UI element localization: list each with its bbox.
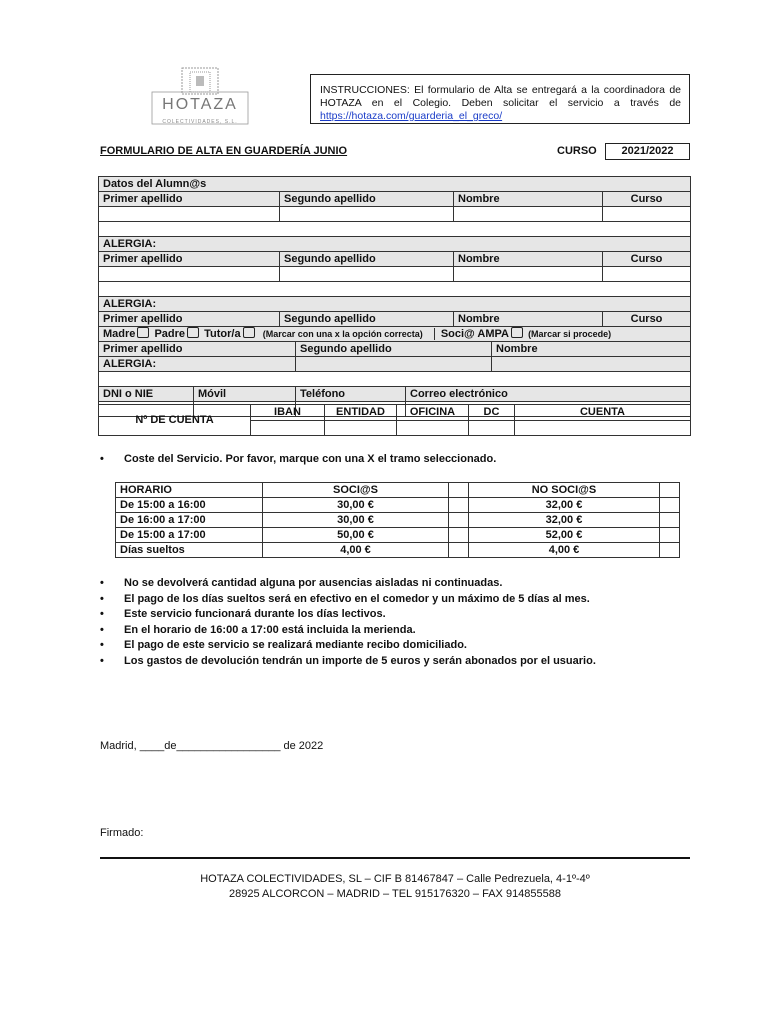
condition-item: • Los gastos de devolución tendrán un importe de 5 euros y serán abonados por el usuario.	[100, 654, 700, 670]
header-email: Correo electrónico	[406, 387, 691, 402]
rates-header-horario: HORARIO	[116, 483, 263, 498]
rate-row-1-no-socios-checkbox[interactable]	[660, 498, 680, 513]
student3-header-name: Nombre	[454, 312, 603, 327]
padre-label: Padre	[154, 328, 186, 340]
rate-row-2-socios-checkbox[interactable]	[449, 513, 469, 528]
account-header-oficina: OFICINA	[397, 405, 469, 421]
instructions-link[interactable]: https://hotaza.com/guarderia_el_greco/	[320, 110, 503, 122]
rate-row-4-socios: 4,00 €	[263, 543, 449, 558]
student2-header-course: Curso	[603, 252, 691, 267]
rate-row-2-no-socios-checkbox[interactable]	[660, 513, 680, 528]
student1-allergy-label: ALERGIA:	[99, 237, 691, 252]
student1-second-surname-field[interactable]	[280, 207, 454, 222]
madre-label: Madre	[103, 328, 136, 340]
rate-row-2-horario: De 16:00 a 17:00	[116, 513, 263, 528]
rates-table	[115, 482, 680, 558]
curso-label: CURSO	[557, 145, 597, 157]
student1-header-name: Nombre	[454, 192, 603, 207]
rates-header-no-socios: NO SOCI@S	[469, 483, 660, 498]
guardian-first-surname-field[interactable]	[99, 357, 296, 372]
condition-item: • El pago de los días sueltos será en efectivo en el comedor y un máximo de 5 días al mes.	[100, 592, 700, 608]
guardian-name-field[interactable]	[492, 357, 691, 372]
rate-row-1-horario: De 15:00 a 16:00	[116, 498, 263, 513]
students-section-title: Datos del Alumn@s	[99, 177, 691, 192]
condition-item: • En el horario de 16:00 a 17:00 está incluida la merienda.	[100, 623, 700, 639]
student1-header-second-surname: Segundo apellido	[280, 192, 454, 207]
oficina-field[interactable]	[397, 420, 469, 436]
student1-header-first-surname: Primer apellido	[99, 192, 280, 207]
rate-row-3-socios-checkbox[interactable]	[449, 528, 469, 543]
ampa-label: Soci@ AMPA	[434, 328, 509, 340]
student2-header-name: Nombre	[454, 252, 603, 267]
rate-row-2-no-socios: 32,00 €	[469, 513, 660, 528]
header-telefono: Teléfono	[296, 387, 406, 402]
student1-header-course: Curso	[603, 192, 691, 207]
student2-name-field[interactable]	[454, 267, 603, 282]
rate-row-4-no-socios: 4,00 €	[469, 543, 660, 558]
rate-row-1-socios: 30,00 €	[263, 498, 449, 513]
rate-row-3-no-socios: 52,00 €	[469, 528, 660, 543]
cuenta-field[interactable]	[515, 420, 691, 436]
ampa-note: (Marcar si procede)	[528, 329, 612, 339]
tutor-checkbox[interactable]	[243, 327, 255, 338]
student3-allergy-label: ALERGIA:	[99, 357, 691, 372]
student2-second-surname-field[interactable]	[280, 267, 454, 282]
hotaza-logo	[150, 66, 250, 128]
iban-field[interactable]	[251, 420, 325, 436]
header-movil: Móvil	[194, 387, 296, 402]
student2-header-second-surname: Segundo apellido	[280, 252, 454, 267]
condition-item: • Este servicio funcionará durante los días lectivos.	[100, 607, 700, 623]
rate-row-2-socios: 30,00 €	[263, 513, 449, 528]
student2-first-surname-field[interactable]	[99, 267, 280, 282]
rates-header-socios: SOCI@S	[263, 483, 449, 498]
account-header-dc: DC	[469, 405, 515, 421]
rate-row-4-no-socios-checkbox[interactable]	[660, 543, 680, 558]
student2-header-first-surname: Primer apellido	[99, 252, 280, 267]
footer-line-2: 28925 ALCORCON – MADRID – TEL 915176320 – FAX 914855588	[228, 888, 562, 900]
footer-divider	[100, 857, 690, 859]
guardian-type-row	[99, 327, 691, 342]
rate-row-4-horario: Días sueltos	[116, 543, 263, 558]
conditions-list	[100, 576, 700, 669]
account-header-entidad: ENTIDAD	[325, 405, 397, 421]
footer-line-1: HOTAZA COLECTIVIDADES, SL – CIF B 81467847 – Calle Pedrezuela, 4-1º-4º	[200, 873, 590, 885]
place-date-line: Madrid, ____de_________________ de 2022	[100, 740, 324, 752]
tutor-label: Tutor/a	[204, 328, 241, 340]
rates-header-socios-check	[449, 483, 469, 498]
instructions-text: INSTRUCCIONES: El formulario de Alta se entregará a la coordinadora de HOTAZA en el Colegio. Deben solicitar el servicio a través de	[320, 84, 681, 109]
curso-value: 2021/2022	[605, 143, 690, 160]
rate-row-1-no-socios: 32,00 €	[469, 498, 660, 513]
rate-row-3-no-socios-checkbox[interactable]	[660, 528, 680, 543]
header-dni: DNI o NIE	[99, 387, 194, 402]
guardian-header-name: Nombre	[492, 342, 691, 357]
entidad-field[interactable]	[325, 420, 397, 436]
rate-row-4-socios-checkbox[interactable]	[449, 543, 469, 558]
student1-first-surname-field[interactable]	[99, 207, 280, 222]
logo-wordmark: HOTAZA	[162, 96, 238, 113]
cost-intro-list	[100, 452, 690, 468]
student2-course-field[interactable]	[603, 267, 691, 282]
rates-header-no-socios-check	[660, 483, 680, 498]
signed-label: Firmado:	[100, 827, 144, 839]
account-header-iban: IBAN	[251, 405, 325, 421]
student3-header-course: Curso	[603, 312, 691, 327]
account-label: Nº DE CUENTA	[99, 405, 251, 436]
account-header-cuenta: CUENTA	[515, 405, 691, 421]
cost-intro: • Coste del Servicio. Por favor, marque con una X el tramo seleccionado.	[100, 452, 690, 468]
instructions-box	[310, 74, 690, 124]
student2-spacer	[99, 282, 691, 297]
guardian-second-surname-field[interactable]	[296, 357, 492, 372]
student2-allergy-label: ALERGIA:	[99, 297, 691, 312]
guardian-type-note: (Marcar con una x la opción correcta)	[262, 329, 423, 339]
logo-tagline: COLECTIVIDADES, S.L.	[162, 119, 238, 125]
ampa-checkbox[interactable]	[511, 327, 523, 338]
condition-item: • El pago de este servicio se realizará mediante recibo domiciliado.	[100, 638, 700, 654]
guardian-spacer	[99, 372, 691, 387]
student3-header-first-surname: Primer apellido	[99, 312, 280, 327]
account-table	[98, 404, 691, 436]
rate-row-3-socios: 50,00 €	[263, 528, 449, 543]
guardian-header-first-surname: Primer apellido	[99, 342, 296, 357]
student1-spacer	[99, 222, 691, 237]
madre-checkbox[interactable]	[137, 327, 149, 338]
form-title: FORMULARIO DE ALTA EN GUARDERÍA JUNIO	[100, 145, 348, 157]
student1-name-field[interactable]	[454, 207, 603, 222]
rate-row-3-horario: De 15:00 a 17:00	[116, 528, 263, 543]
rate-row-1-socios-checkbox[interactable]	[449, 498, 469, 513]
student1-course-field[interactable]	[603, 207, 691, 222]
student3-header-second-surname: Segundo apellido	[280, 312, 454, 327]
condition-item: • No se devolverá cantidad alguna por ausencias aisladas ni continuadas.	[100, 576, 700, 592]
dc-field[interactable]	[469, 420, 515, 436]
guardian-header-second-surname: Segundo apellido	[296, 342, 492, 357]
padre-checkbox[interactable]	[187, 327, 199, 338]
